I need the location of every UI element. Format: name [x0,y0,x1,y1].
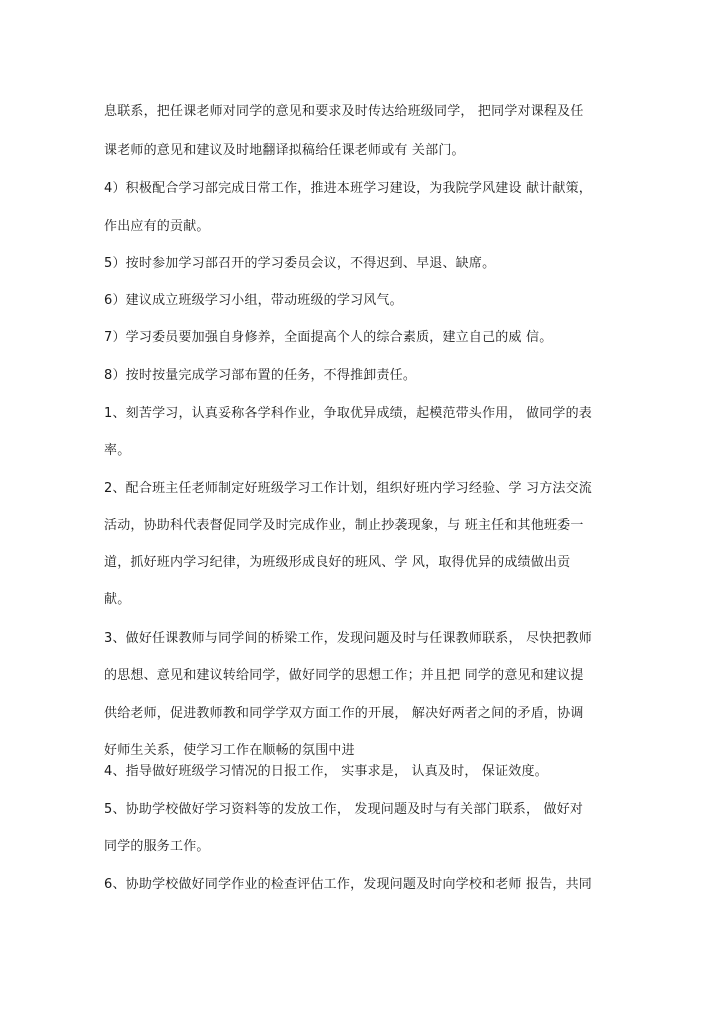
text-line: 课老师的意见和建议及时地翻译拟稿给任课老师或有 关部门。 [104,143,465,158]
text-line: 息联系，把任课老师对同学的意见和要求及时传达给班级同学， 把同学对课程及任 [104,104,584,119]
text-line: 道，抓好班内学习纪律，为班级形成良好的班风、学 风，取得优异的成绩做出贡 [104,555,571,570]
text-line: 6）建议成立班级学习小组，带动班级的学习风气。 [104,293,403,308]
text-line: 同学的服务工作。 [104,839,210,854]
text-line: 6、协助学校做好同学作业的检查评估工作，发现问题及时向学校和老师 报告，共同 [104,877,593,892]
text-line: 作出应有的贡献。 [104,219,210,234]
text-line: 8）按时按量完成学习部布置的任务，不得推卸责任。 [104,368,417,383]
text-line: 2、配合班主任老师制定好班级学习工作计划，组织好班内学习经验、学 习方法交流 [104,481,593,496]
text-line: 供给老师，促进教师教和同学学双方面工作的开展， 解决好两者之间的矛盾，协调 [104,706,584,721]
text-line: 4）积极配合学习部完成日常工作，推进本班学习建设，为我院学风建设 献计献策， [104,181,593,196]
text-line: 5、协助学校做好学习资料等的发放工作， 发现问题及时与有关部门联系， 做好对 [104,802,584,817]
text-line: 4、指导做好班级学习情况的日报工作， 实事求是， 认真及时， 保证效度。 [104,764,548,779]
text-line: 好师生关系，使学习工作在顺畅的氛围中进 [104,743,355,758]
text-line: 活动，协助科代表督促同学及时完成作业，制止抄袭现象，与 班主任和其他班委一 [104,518,584,533]
text-line: 1、刻苦学习，认真妥称各学科作业，争取优异成绩，起模范带头作用， 做同学的表 [104,406,593,421]
text-line: 3、做好任课教师与同学间的桥梁工作，发现问题及时与任课教师联系， 尽快把教师 [104,631,593,646]
text-line: 的思想、意见和建议转给同学，做好同学的思想工作；并且把 同学的意见和建议提 [104,668,584,683]
text-line: 7）学习委员要加强自身修养，全面提高个人的综合素质，建立自己的威 信。 [104,330,553,345]
text-line: 5）按时参加学习部召开的学习委员会议，不得迟到、早退、缺席。 [104,256,496,271]
text-line: 率。 [104,443,131,458]
text-line: 献。 [104,592,131,607]
